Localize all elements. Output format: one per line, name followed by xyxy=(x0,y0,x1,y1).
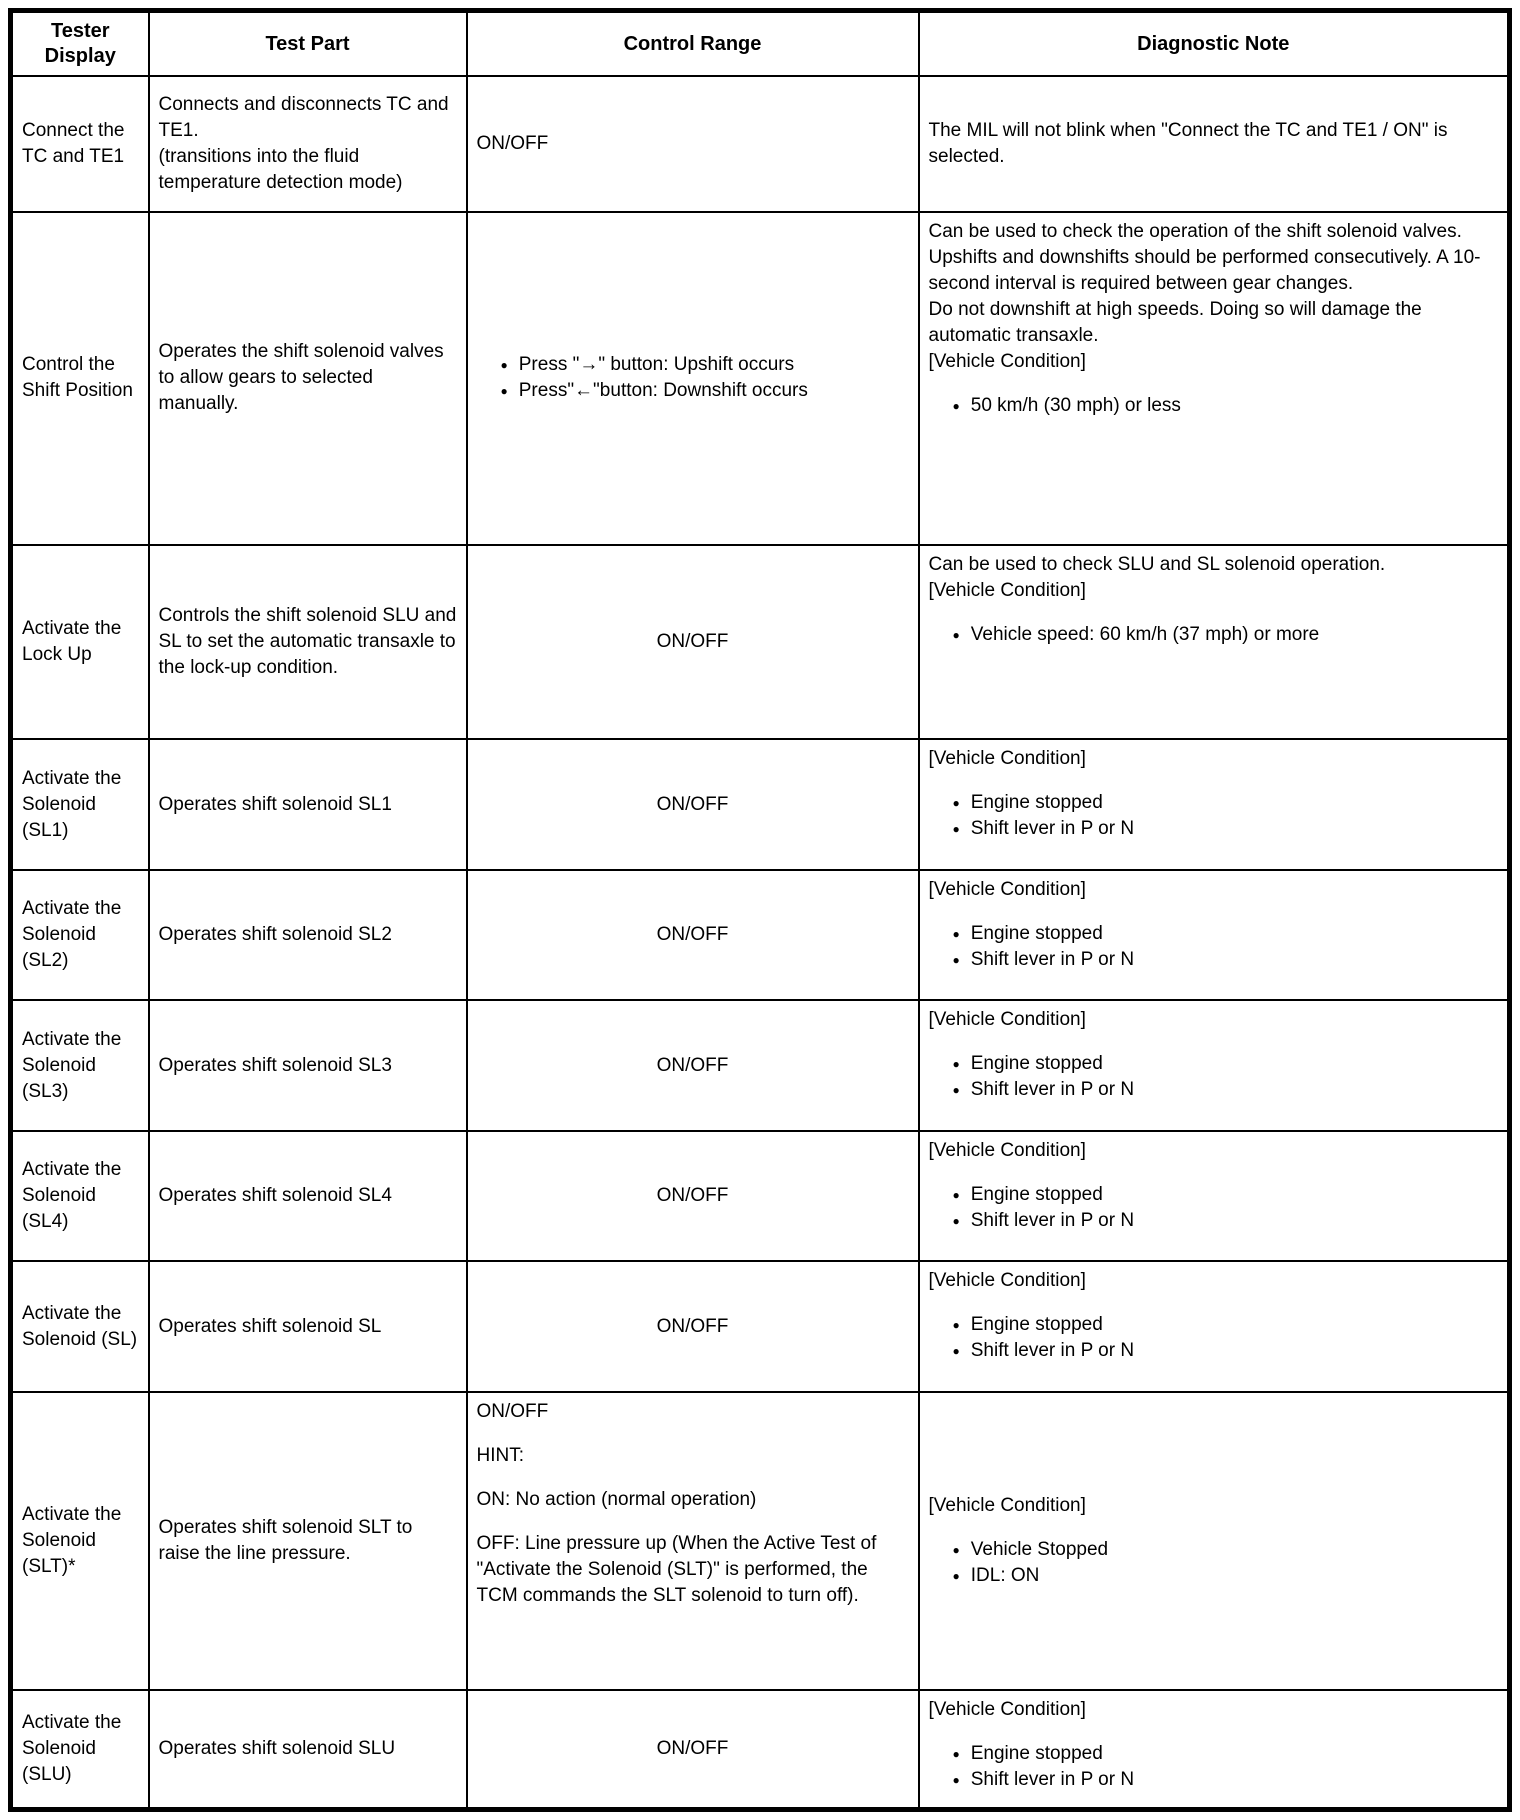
spacer xyxy=(929,604,1499,622)
tester-display-cell xyxy=(11,545,149,740)
bullet-text: Shift lever in P or N xyxy=(970,948,1135,970)
control-range-cell xyxy=(467,1690,919,1810)
table-row xyxy=(11,739,1510,869)
text-line: Operates the shift solenoid valves to allow gears to selected manually. xyxy=(158,341,444,415)
bullet-text: Shift lever in P or N xyxy=(970,1209,1135,1231)
bullet-item xyxy=(929,921,1499,947)
bullet-icon: ● xyxy=(952,1187,960,1202)
text-line: Activate the Solenoid (SL) xyxy=(22,1302,138,1350)
bullet-icon: ● xyxy=(952,1568,960,1583)
bullet-item xyxy=(929,1563,1499,1589)
spacer xyxy=(929,1519,1499,1537)
text-line: ON: No action (normal operation) xyxy=(476,1488,757,1510)
text-line: HINT: xyxy=(476,1444,524,1466)
bullet-item xyxy=(929,393,1499,419)
header-diagnostic-note: Diagnostic Note xyxy=(919,11,1510,77)
test-part-cell xyxy=(149,76,467,212)
bullet-item xyxy=(929,1051,1499,1077)
text-line: Control the Shift Position xyxy=(22,354,133,402)
text-line: Activate the Solenoid (SL3) xyxy=(22,1028,122,1102)
text-line: Activate the Solenoid (SL4) xyxy=(22,1159,122,1233)
text-line: Activate the Solenoid (SL1) xyxy=(22,767,122,841)
bullet-text: Vehicle speed: 60 km/h (37 mph) or more xyxy=(970,623,1320,645)
text-line: [Vehicle Condition] xyxy=(928,1698,1086,1720)
bullet-item xyxy=(929,622,1499,648)
test-part-cell xyxy=(149,1261,467,1391)
bullet-item xyxy=(477,378,909,404)
bullet-text: Engine stopped xyxy=(970,1183,1103,1205)
text-line: ON/OFF xyxy=(656,1054,729,1076)
diagnostic-note-cell xyxy=(919,1131,1510,1261)
text-line: Upshifts and downshifts should be performed consecutively. A 10-second interval is required between gear changes. xyxy=(928,246,1481,294)
text-line: ON/OFF xyxy=(476,132,549,154)
spacer xyxy=(929,375,1499,393)
table-row xyxy=(11,76,1510,212)
text-line: ON/OFF xyxy=(656,924,729,946)
bullet-text: Engine stopped xyxy=(970,1314,1103,1336)
bullet-icon: ● xyxy=(952,1772,960,1787)
bullet-text: Shift lever in P or N xyxy=(970,1340,1135,1362)
spacer xyxy=(477,1513,909,1531)
bullet-icon: ● xyxy=(952,926,960,941)
text-line: OFF: Line pressure up (When the Active Test of "Activate the Solenoid (SLT)" is performed, the TCM commands the SLT solenoid to turn off). xyxy=(476,1532,877,1606)
text-line: The MIL will not blink when "Connect the TC and TE1 / ON" is selected. xyxy=(928,119,1448,167)
control-range-cell xyxy=(467,739,919,869)
bullet-text: Shift lever in P or N xyxy=(970,1079,1135,1101)
text-line: [Vehicle Condition] xyxy=(928,878,1086,900)
bullet-text: Engine stopped xyxy=(970,1742,1103,1764)
bullet-text: IDL: ON xyxy=(970,1564,1040,1586)
table-body xyxy=(11,76,1510,1810)
bullet-item xyxy=(929,947,1499,973)
spacer xyxy=(477,1469,909,1487)
diagnostic-note-cell xyxy=(919,212,1510,545)
text-line: Activate the Lock Up xyxy=(22,618,122,666)
bullet-item xyxy=(929,790,1499,816)
text-line: Can be used to check the operation of the shift solenoid valves. xyxy=(928,220,1462,242)
test-part-cell xyxy=(149,212,467,545)
spacer xyxy=(929,1164,1499,1182)
diagnostic-note-cell xyxy=(919,545,1510,740)
bullet-item xyxy=(929,1182,1499,1208)
text-line: Controls the shift solenoid SLU and SL to set the automatic transaxle to the lock-up condition. xyxy=(158,605,457,679)
bullet-item xyxy=(929,1767,1499,1793)
tester-display-cell xyxy=(11,212,149,545)
bullet-text: Press "→" button: Upshift occurs xyxy=(518,354,795,376)
bullet-text: Vehicle Stopped xyxy=(970,1538,1109,1560)
text-line: Operates shift solenoid SL3 xyxy=(158,1054,392,1076)
table-row xyxy=(11,1690,1510,1810)
text-line: ON/OFF xyxy=(656,631,729,653)
text-line: Operates shift solenoid SL1 xyxy=(158,793,392,815)
bullet-icon: ● xyxy=(952,1746,960,1761)
control-range-cell xyxy=(467,1131,919,1261)
bullet-icon: ● xyxy=(500,384,508,399)
bullet-icon: ● xyxy=(952,1318,960,1333)
control-range-cell xyxy=(467,1000,919,1130)
bullet-icon: ● xyxy=(952,1542,960,1557)
text-line: Activate the Solenoid (SLU) xyxy=(22,1711,122,1785)
bullet-icon: ● xyxy=(952,796,960,811)
text-line: [Vehicle Condition] xyxy=(928,1139,1086,1161)
bullet-icon: ● xyxy=(500,358,508,373)
test-part-cell xyxy=(149,739,467,869)
diagnostic-note-cell xyxy=(919,739,1510,869)
bullet-icon: ● xyxy=(952,398,960,413)
table-row xyxy=(11,1000,1510,1130)
spacer xyxy=(477,1425,909,1443)
text-line: Connect the TC and TE1 xyxy=(22,119,125,167)
text-line: [Vehicle Condition] xyxy=(928,1494,1086,1516)
test-part-cell xyxy=(149,1690,467,1810)
diagnostic-note-cell xyxy=(919,1261,1510,1391)
bullet-icon: ● xyxy=(952,1344,960,1359)
text-line: Can be used to check SLU and SL solenoid operation. xyxy=(928,553,1386,575)
text-line: ON/OFF xyxy=(656,1185,729,1207)
text-line: Operates shift solenoid SL4 xyxy=(158,1185,392,1207)
text-line: ON/OFF xyxy=(656,793,729,815)
spacer xyxy=(929,1033,1499,1051)
table-row xyxy=(11,212,1510,545)
bullet-item xyxy=(929,1338,1499,1364)
bullet-text: Press"←"button: Downshift occurs xyxy=(518,380,808,402)
bullet-item xyxy=(929,816,1499,842)
text-line: [Vehicle Condition] xyxy=(928,1270,1086,1292)
bullet-icon: ● xyxy=(952,952,960,967)
control-range-cell xyxy=(467,212,919,545)
table-row xyxy=(11,545,1510,740)
bullet-icon: ● xyxy=(952,1213,960,1228)
header-test-part: Test Part xyxy=(149,11,467,77)
bullet-text: Engine stopped xyxy=(970,922,1103,944)
header-tester-display: Tester Display xyxy=(11,11,149,77)
table-row xyxy=(11,1392,1510,1690)
text-line: Operates shift solenoid SLU xyxy=(158,1737,396,1759)
spacer xyxy=(929,1723,1499,1741)
bullet-text: Shift lever in P or N xyxy=(970,1768,1135,1790)
bullet-text: Engine stopped xyxy=(970,1053,1103,1075)
test-part-cell xyxy=(149,1392,467,1690)
tester-display-cell xyxy=(11,1392,149,1690)
tester-display-cell xyxy=(11,1000,149,1130)
text-line: ON/OFF xyxy=(656,1315,729,1337)
bullet-item xyxy=(929,1208,1499,1234)
test-part-cell xyxy=(149,1000,467,1130)
bullet-icon: ● xyxy=(952,1057,960,1072)
spacer xyxy=(929,772,1499,790)
tester-display-cell xyxy=(11,1131,149,1261)
bullet-icon: ● xyxy=(952,822,960,837)
text-line: Operates shift solenoid SL2 xyxy=(158,924,392,946)
text-line: (transitions into the fluid temperature detection mode) xyxy=(158,145,403,193)
test-part-cell xyxy=(149,1131,467,1261)
test-part-cell xyxy=(149,870,467,1000)
text-line: Do not downshift at high speeds. Doing so will damage the automatic transaxle. xyxy=(928,298,1422,346)
control-range-cell xyxy=(467,870,919,1000)
text-line: [Vehicle Condition] xyxy=(928,748,1086,770)
text-line: [Vehicle Condition] xyxy=(928,579,1086,601)
diagnostic-note-cell xyxy=(919,1392,1510,1690)
tester-display-cell xyxy=(11,739,149,869)
bullet-icon: ● xyxy=(952,1083,960,1098)
tester-display-cell xyxy=(11,1261,149,1391)
table-row xyxy=(11,1131,1510,1261)
control-range-cell xyxy=(467,545,919,740)
diagnostic-note-cell xyxy=(919,1000,1510,1130)
text-line: [Vehicle Condition] xyxy=(928,1009,1086,1031)
bullet-text: 50 km/h (30 mph) or less xyxy=(970,394,1181,416)
control-range-cell xyxy=(467,76,919,212)
bullet-item xyxy=(929,1077,1499,1103)
bullet-icon: ● xyxy=(952,627,960,642)
text-line: Operates shift solenoid SL xyxy=(158,1315,382,1337)
tester-display-cell xyxy=(11,76,149,212)
table-row xyxy=(11,870,1510,1000)
bullet-text: Engine stopped xyxy=(970,792,1103,814)
text-line: ON/OFF xyxy=(656,1737,729,1759)
test-part-cell xyxy=(149,545,467,740)
header-control-range: Control Range xyxy=(467,11,919,77)
bullet-item xyxy=(929,1312,1499,1338)
control-range-cell xyxy=(467,1261,919,1391)
bullet-item xyxy=(929,1741,1499,1767)
diagnostic-note-cell xyxy=(919,76,1510,212)
text-line: [Vehicle Condition] xyxy=(928,350,1086,372)
text-line: ON/OFF xyxy=(476,1400,549,1422)
diagnostic-table xyxy=(8,8,1512,1812)
bullet-item xyxy=(477,352,909,378)
tester-display-cell xyxy=(11,1690,149,1810)
spacer xyxy=(929,903,1499,921)
bullet-item xyxy=(929,1537,1499,1563)
text-line: Connects and disconnects TC and TE1. xyxy=(158,93,449,141)
diagnostic-note-cell xyxy=(919,1690,1510,1810)
tester-display-cell xyxy=(11,870,149,1000)
table-header-row xyxy=(11,11,1510,77)
text-line: Operates shift solenoid SLT to raise the line pressure. xyxy=(158,1516,413,1564)
text-line: Activate the Solenoid (SL2) xyxy=(22,898,122,972)
table-row xyxy=(11,1261,1510,1391)
spacer xyxy=(929,1294,1499,1312)
diagnostic-note-cell xyxy=(919,870,1510,1000)
bullet-text: Shift lever in P or N xyxy=(970,818,1135,840)
text-line: Activate the Solenoid (SLT)* xyxy=(22,1503,122,1577)
control-range-cell xyxy=(467,1392,919,1690)
